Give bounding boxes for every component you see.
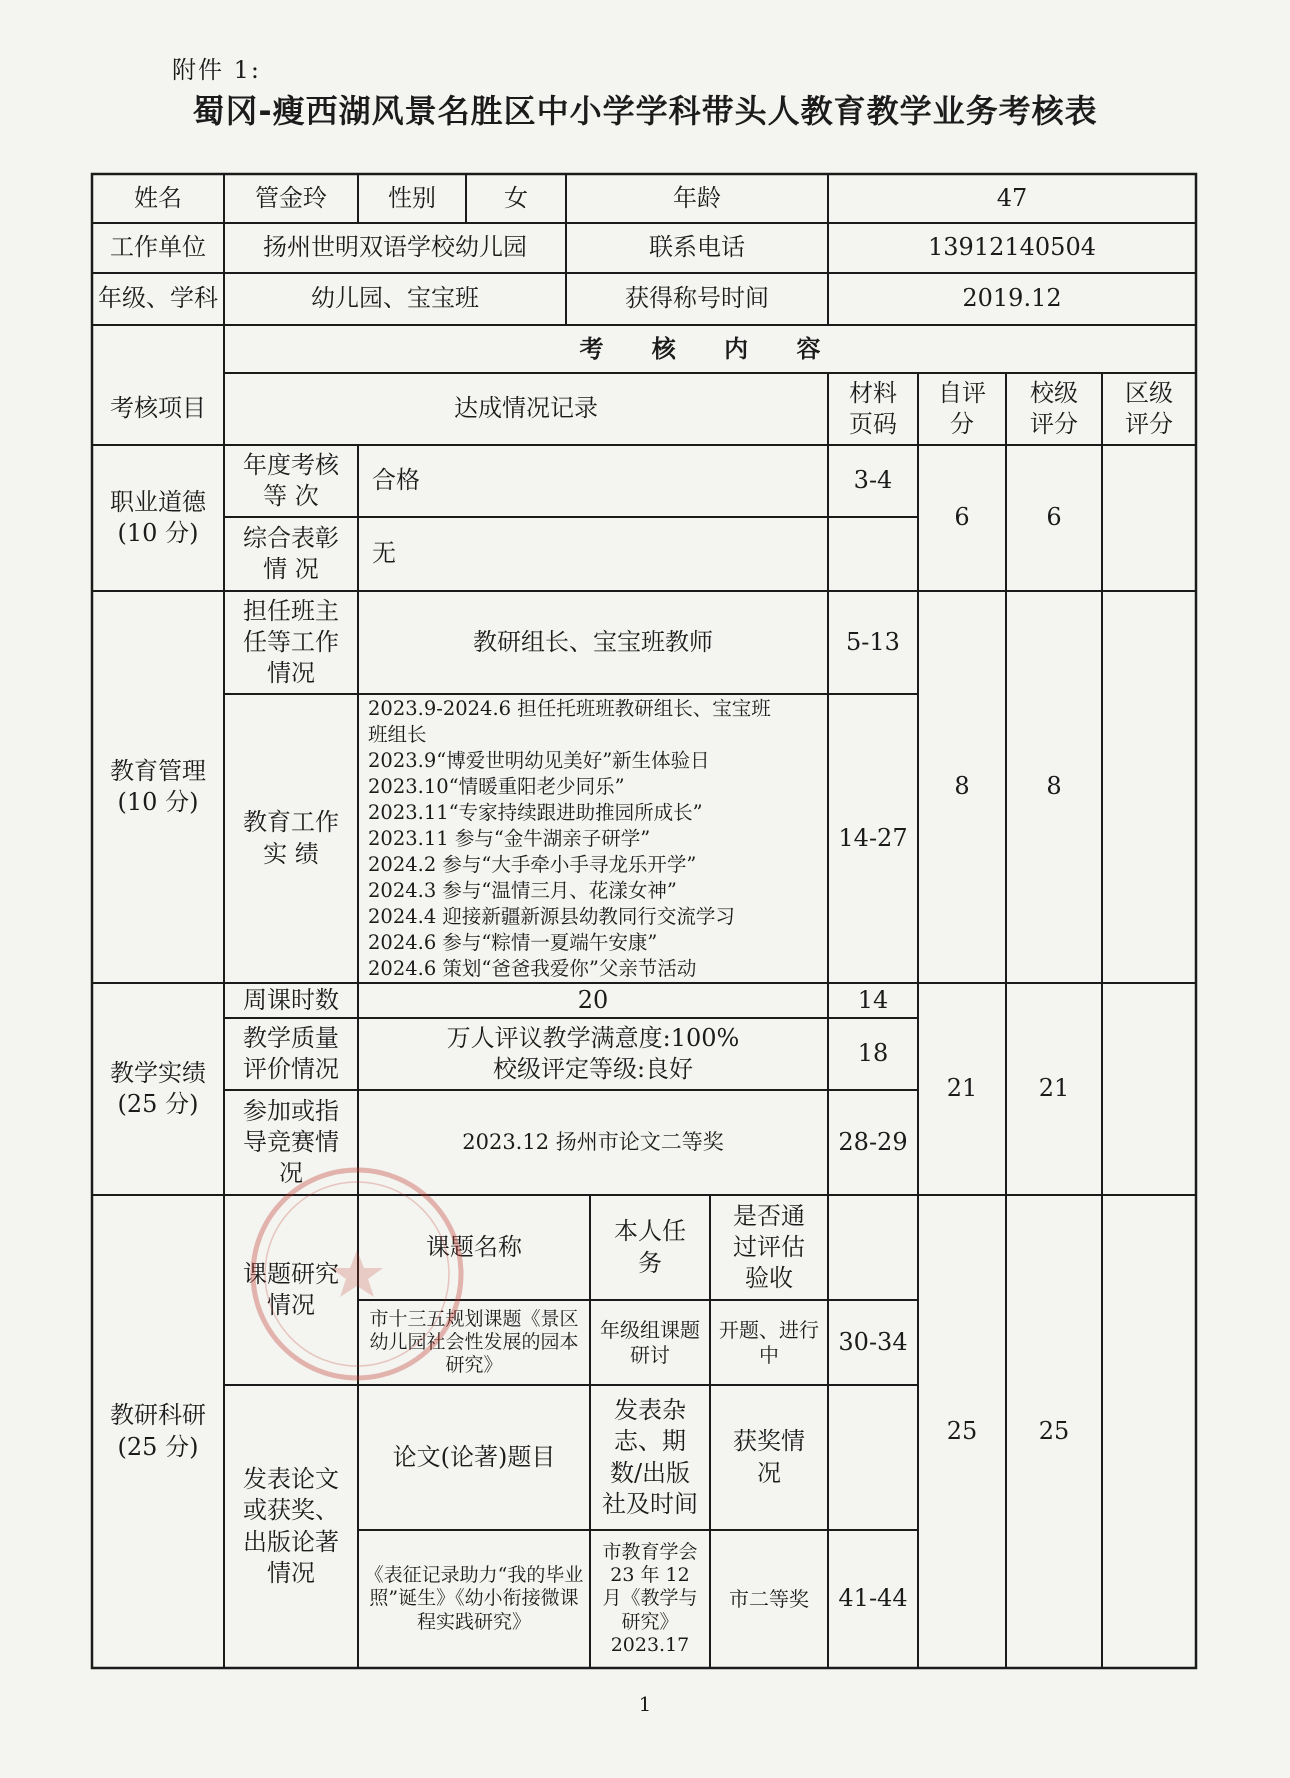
achieve-pages: 14-27 [838, 823, 908, 852]
paper-pub-header: 发表杂志、期数/出版社及时间 [602, 1396, 698, 1518]
achieve-item: 2024.6 策划“爸爸我爱你”父亲节活动 [368, 957, 697, 980]
management-self-score: 8 [954, 772, 970, 801]
col-item-header: 考核项目 [110, 394, 206, 423]
annual-value: 合格 [372, 466, 420, 495]
paper-pages: 41-44 [838, 1584, 908, 1613]
quality-value [358, 1018, 828, 1090]
quality-pages: 18 [857, 1039, 889, 1068]
research-self-score: 25 [946, 1416, 978, 1445]
col-record-header: 达成情况记录 [454, 394, 598, 423]
teaching-points: (25 分) [117, 1090, 199, 1118]
col-school-header: 校级评分 [1030, 378, 1078, 438]
commend-label: 综合表彰情 况 [243, 523, 339, 583]
title-time-value: 2019.12 [962, 284, 1062, 313]
research-school-score: 25 [1038, 1416, 1070, 1445]
unit-value: 扬州世明双语学校幼儿园 [263, 233, 527, 262]
achieve-item: 2023.9“博爱世明幼见美好”新生体验日 [368, 749, 710, 772]
teaching-self-score: 21 [946, 1074, 978, 1103]
achieve-item: 2023.9-2024.6 担任托班班教研组长、宝宝班 [368, 697, 771, 720]
ethics-self-score: 6 [954, 503, 970, 532]
management-title: 教育管理 [110, 756, 206, 785]
grade-value: 幼儿园、宝宝班 [311, 284, 479, 313]
age-value: 47 [996, 183, 1028, 212]
unit-label: 工作单位 [110, 233, 206, 262]
col-district-header: 区级评分 [1125, 378, 1173, 438]
hours-label: 周课时数 [243, 985, 339, 1014]
achieve-item: 2023.11“专家持续跟进助推园所成长” [368, 801, 703, 824]
ethics-school-score: 6 [1046, 503, 1062, 532]
commend-value: 无 [372, 539, 396, 568]
teaching-label [92, 983, 224, 1195]
project-label: 课题研究情况 [243, 1259, 339, 1319]
project-name-header: 课题名称 [426, 1232, 522, 1261]
project-eval-header: 是否通过评估验收 [733, 1201, 805, 1293]
achieve-item: 2023.10“情暖重阳老少同乐” [368, 775, 625, 798]
paper-award: 市二等奖 [729, 1586, 809, 1611]
management-points: (10 分) [117, 788, 199, 816]
teaching-title: 教学实绩 [110, 1058, 206, 1087]
phone-value: 13912140504 [928, 233, 1096, 262]
name-label: 姓名 [134, 183, 182, 212]
quality-line2: 校级评定等级:良好 [492, 1055, 694, 1083]
annual-label: 年度考核等 次 [243, 450, 339, 510]
research-points: (25 分) [117, 1432, 199, 1461]
achieve-item: 2024.3 参与“温情三月、花漾女神” [368, 879, 677, 902]
teaching-school-score: 21 [1038, 1074, 1070, 1103]
document-title: 蜀冈-瘦西湖风景名胜区中小学学科带头人教育教学业务考核表 [192, 92, 1098, 130]
hours-pages: 14 [857, 985, 889, 1014]
project-task: 年级组课题研讨 [600, 1317, 700, 1367]
achieve-item: 2024.4 迎接新疆新源县幼教同行交流学习 [368, 905, 735, 928]
hours-value: 20 [577, 985, 609, 1014]
gender-label: 性别 [388, 183, 436, 212]
title-time-label: 获得称号时间 [625, 284, 769, 313]
achieve-item: 2024.2 参与“大手牵小手寻龙乐开学” [368, 853, 697, 876]
col-self-header: 自评分 [938, 378, 986, 438]
ethics-title: 职业道德 [110, 487, 206, 516]
achieve-item: 班组长 [368, 723, 427, 746]
contest-pages: 28-29 [838, 1127, 908, 1156]
role-pages: 5-13 [846, 627, 900, 656]
paper-title-header: 论文(论著)题目 [392, 1442, 556, 1471]
section-title: 考 核 内 容 [579, 334, 841, 364]
management-school-score: 8 [1046, 772, 1062, 801]
page-number: 1 [638, 1692, 652, 1716]
attachment-label: 附件 1: [172, 56, 261, 84]
contest-label: 参加或指导竞赛情况 [243, 1096, 339, 1188]
role-value: 教研组长、宝宝班教师 [473, 627, 713, 656]
phone-label: 联系电话 [649, 233, 745, 262]
paper-award-header: 获奖情况 [733, 1427, 805, 1487]
management-label [92, 591, 224, 983]
project-task-header: 本人任务 [614, 1217, 686, 1277]
research-label [92, 1195, 224, 1668]
paper-titles: 《表征记录助力“我的毕业照”诞生》《幼小衔接微课程实践研究》 [364, 1564, 584, 1633]
research-title: 教研科研 [110, 1401, 206, 1430]
gender-value: 女 [504, 183, 528, 212]
project-name: 市十三五规划课题《景区幼儿园社会性发展的园本研究》 [369, 1307, 579, 1377]
paper-pub: 市教育学会 23 年 12 月《教学与研究》2023.17 [602, 1541, 698, 1656]
achieve-list [358, 694, 828, 983]
annual-pages: 3-4 [853, 466, 893, 495]
achieve-item: 2024.6 参与“粽情一夏端午安康” [368, 931, 658, 954]
achieve-label: 教育工作实 绩 [243, 808, 339, 868]
quality-label: 教学质量评价情况 [243, 1023, 339, 1083]
ethics-label [92, 445, 224, 591]
col-pages-header: 材料页码 [849, 378, 897, 438]
role-label: 担任班主任等工作情况 [243, 596, 339, 688]
project-eval: 开题、进行中 [719, 1317, 819, 1367]
achieve-item: 2023.11 参与“金牛湖亲子研学” [368, 827, 651, 850]
ethics-points: (10 分) [117, 519, 199, 547]
grade-label: 年级、学科 [98, 284, 218, 313]
contest-value: 2023.12 扬州市论文二等奖 [462, 1129, 724, 1154]
paper-label: 发表论文或获奖、出版论著情况 [243, 1465, 339, 1587]
name-value: 管金玲 [255, 183, 327, 212]
age-label: 年龄 [673, 183, 721, 212]
project-pages: 30-34 [838, 1327, 908, 1356]
quality-line1: 万人评议教学满意度:100% [446, 1023, 740, 1052]
